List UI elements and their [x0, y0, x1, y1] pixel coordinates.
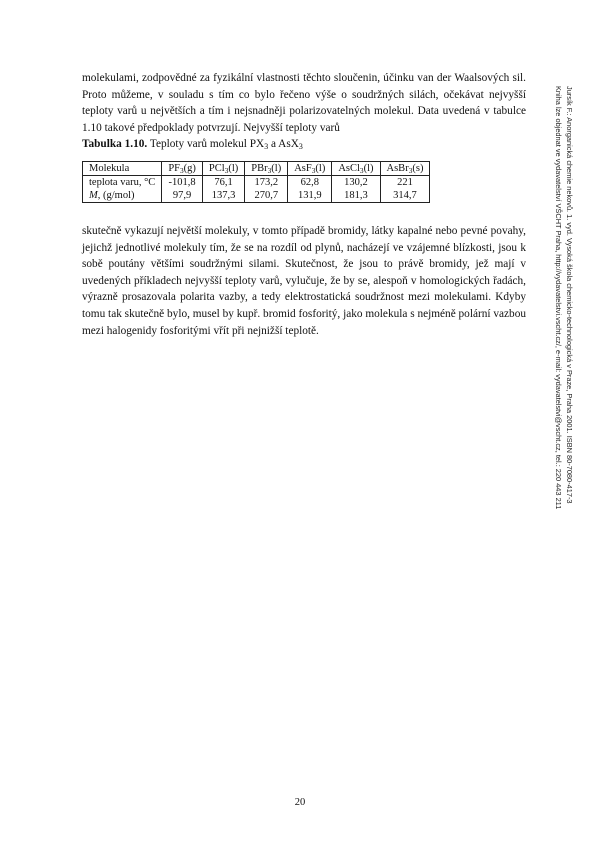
caption-mid: a AsX	[268, 138, 299, 150]
table-header-cell: AsCl$_3$(l)	[332, 162, 380, 176]
table-caption-label: Tabulka 1.10.	[82, 138, 148, 150]
table-cell: 97,9	[162, 189, 203, 203]
caption-subscript: 3	[264, 142, 269, 151]
table-header-row	[83, 162, 430, 176]
table-cell: 221	[380, 176, 430, 190]
table-cell: 137,3	[202, 189, 244, 203]
table-row	[83, 189, 430, 203]
table-cell: 76,1	[202, 176, 244, 190]
caption-subscript: 3	[298, 142, 303, 151]
table-caption	[82, 138, 303, 150]
table-header-cell: PCl$_3$(l)	[202, 162, 244, 176]
table-header-cell: Molekula	[83, 162, 162, 176]
table-header-cell: PBr$_3$(l)	[245, 162, 288, 176]
table-cell: -101,8	[162, 176, 203, 190]
table-row	[83, 176, 430, 190]
table-cell: 131,9	[288, 189, 332, 203]
table-row-label: teplota varu, °C	[83, 176, 162, 190]
table-cell: 314,7	[380, 189, 430, 203]
table-row-label: M, (g/mol)	[83, 189, 162, 203]
table-cell: 181,3	[332, 189, 380, 203]
boiling-points-table	[82, 161, 430, 203]
table-cell: 130,2	[332, 176, 380, 190]
body-paragraph-1: molekulami, zodpovědné za fyzikální vlastnosti těchto sloučenin, účinku van der Waalsových sil. Proto můžeme, v souladu s tím co bylo řečeno výše o soudržných silách, očekávat nejvyšší teploty varů u největších a tím i nejsnadněji polarizovatelných molekul. Data uvedená v tabulce 1.10 takové předpoklady potvrzují. Nejvyšší teploty varů	[82, 72, 526, 134]
table-caption-text: Teploty varů molekul PX	[149, 138, 265, 150]
citation-line: Jursík F.: Anorganická chemie nekovů. 1. vyd. Vysoká škola chemicko-technologická v Praze, Praha 2001. ISBN 80-7080-417-3	[565, 86, 574, 504]
table-cell: 173,2	[245, 176, 288, 190]
table-header-cell: AsF$_3$(l)	[288, 162, 332, 176]
table-header-cell: AsBr$_3$(s)	[380, 162, 430, 176]
table-cell: 270,7	[245, 189, 288, 203]
table-cell: 62,8	[288, 176, 332, 190]
body-paragraph-2: skutečně vykazují největší molekuly, v tomto případě bromidy, látky kapalné nebo pevné povahy, jejichž jednotlivé molekuly tím, že se na rozdíl od plynů, nacházejí ve vzájemné blízkosti, jsou k sobě poutány většími soudržnými silami. Skutečnost, že jsou to právě bromidy, jež mají v uvedených příkladech nejvyšší teploty varů, vylučuje, že by se, alespoň v homologických řadách, výrazně prosazovala polarita vazby, a tedy elektrostatická soudržnost mezi molekulami. Kdyby tomu tak skutečně bylo, musel by kupř. bromid fosforitý, jako molekula s nejméně polární vazbou mezi halogenidy fosforitými vřít při nejnižší teplotě.	[82, 225, 526, 337]
vertical-citation-sidebar	[553, 86, 575, 509]
citation-line: Kniha lze objednat ve vydavatelství VŠCHT Praha, http://vydavatelstvi.vscht.cz/, e-mail: vydavatelstvi@vscht.cz, tel.: 220 443 211	[554, 86, 563, 510]
table-header-cell: $PF_3(g)$	[162, 162, 203, 176]
page-number: 20	[294, 797, 306, 808]
